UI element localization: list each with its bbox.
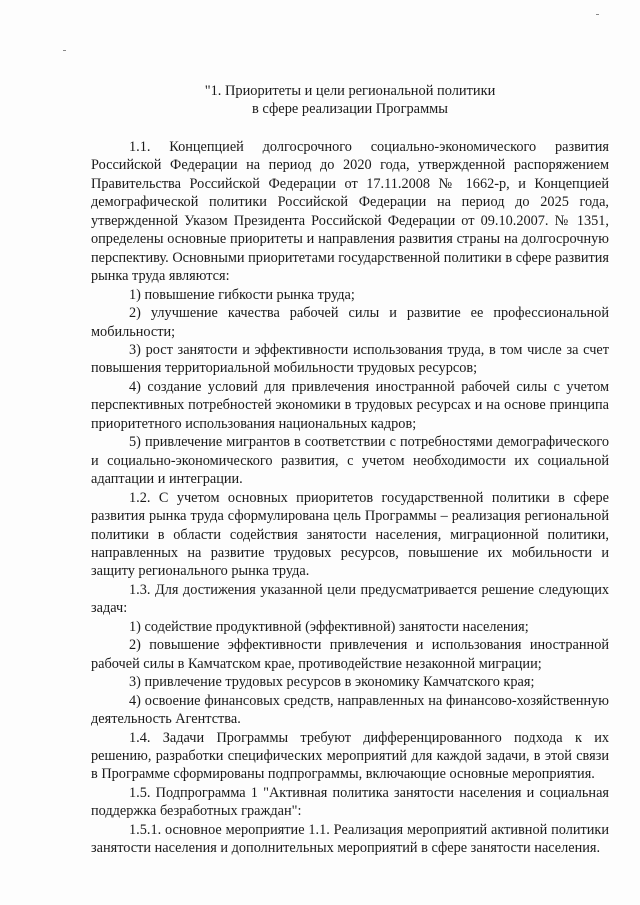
paragraph-1-3: 1.3. Для достижения указанной цели предусматривается решение следующих задач:: [91, 581, 609, 617]
section-title-line-2: в сфере реализации Программы: [252, 101, 448, 117]
list-item-task-1: 1) содействие продуктивной (эффективной) занятости населения;: [129, 618, 529, 635]
list-item-priority-5: 5) привлечение мигрантов в соответствии с потребностями демографического и социально-экономического развития, с учетом необходимости их социальной адаптации и интеграции.: [91, 434, 609, 488]
section-title: [90, 82, 610, 118]
list-item-priority-4: 4) создание условий для привлечения иностранной рабочей силы с учетом перспективных потребностей экономики в трудовых ресурсах и на основе принципа приоритетного использования национальных кадров;: [91, 378, 609, 432]
list-item-priority-3: 3) рост занятости и эффективности использования труда, в том числе за счет повышения территориальной мобильности трудовых ресурсов;: [91, 341, 609, 377]
list-item-task-2: 2) повышение эффективности привлечения и использования иностранной рабочей силы в Камчатском крае, противодействие незаконной миграции;: [91, 637, 609, 672]
list-item-priority-1: 1) повышение гибкости рынка труда;: [129, 286, 355, 303]
scan-speck: [63, 50, 66, 51]
document-body: [91, 138, 609, 858]
list-item-task-4: 4) освоение финансовых средств, направленных на финансово-хозяйственную деятельность Агентства.: [91, 692, 609, 728]
paragraph-1-5: 1.5. Подпрограмма 1 "Активная политика занятости населения и социальная поддержка безработных граждан":: [91, 784, 609, 820]
scan-speck: [596, 14, 599, 15]
list-item-task-3: 3) привлечение трудовых ресурсов в экономику Камчатского края;: [129, 674, 535, 691]
paragraph-1-2: 1.2. С учетом основных приоритетов государственной политики в сфере развития рынка труда сформулирована цель Программы – реализация региональной политики в области содействия занятости населения, миграционной политики, направленных на развитие трудовых ресурсов, повышение их мобильности и защиту регионального рынка труда.: [91, 489, 609, 580]
section-title-line-1: "1. Приоритеты и цели региональной политики: [204, 83, 496, 99]
paragraph-1-1: 1.1. Концепцией долгосрочного социально-экономического развития Российской Федерации на период до 2020 года, утвержденной распоряжением Правительства Российской Федерации от 17.11.2008 № 1662-р, и Концепцией демографической политики Российской Федерации на период до 2025 года, утвержденной Указом Президента Российской Федерации от 09.10.2007. № 1351, определены основные приоритеты и направления развития страны на долгосрочную перспективу. Основными приоритетами государственной политики в сфере развития рынка труда являются:: [91, 139, 609, 285]
list-item-priority-2: 2) улучшение качества рабочей силы и развитие ее профессиональной мобильности;: [91, 305, 609, 340]
paragraph-1-4: 1.4. Задачи Программы требуют дифференцированного подхода к их решению, разработки специфических мероприятий для каждой задачи, в этой связи в Программе сформированы подпрограммы, включающие основные мероприятия.: [91, 729, 609, 783]
paragraph-1-5-1: 1.5.1. основное мероприятие 1.1. Реализация мероприятий активной политики занятости населения и дополнительных мероприятий в сфере занятости населения.: [91, 821, 609, 857]
